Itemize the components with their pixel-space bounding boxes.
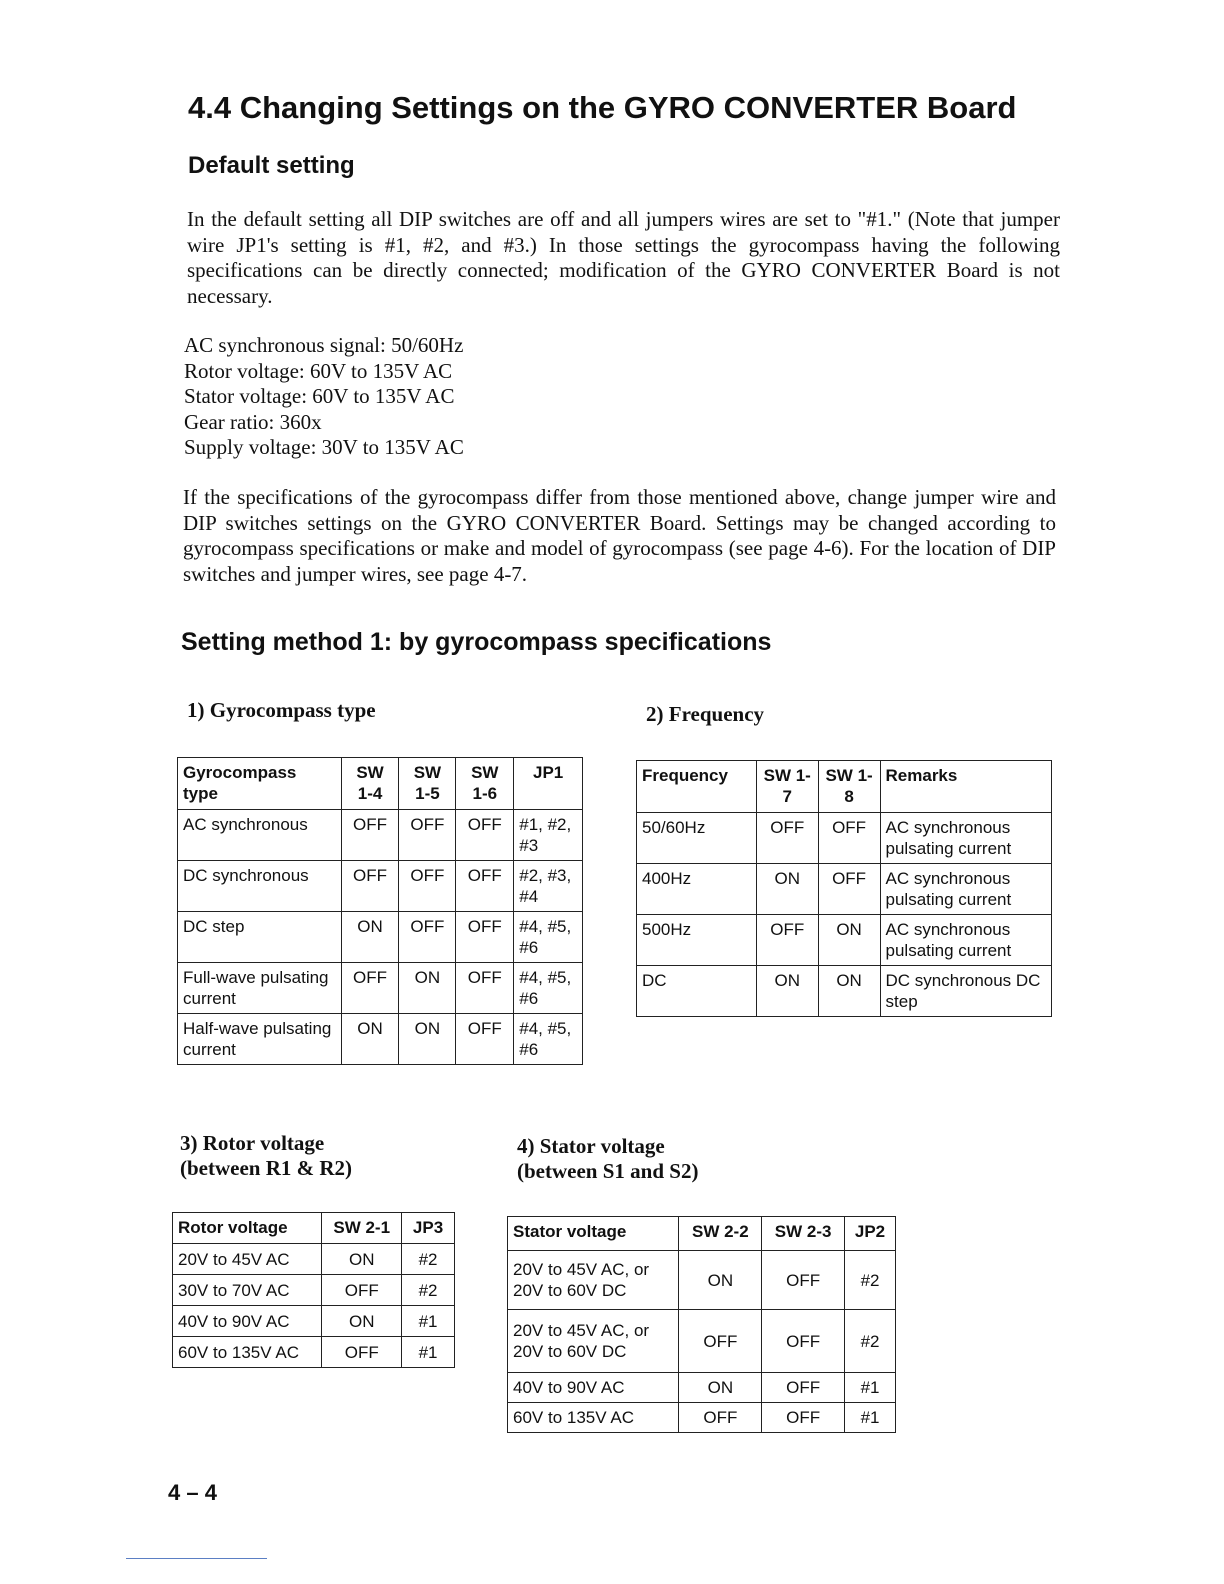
cell-sw: OFF xyxy=(762,1373,845,1403)
section-title: 4.4 Changing Settings on the GYRO CONVERTER Board xyxy=(188,90,1017,125)
default-spec-list xyxy=(184,333,464,461)
rotor-voltage-table xyxy=(172,1212,455,1368)
cell-sw: OFF xyxy=(341,861,399,912)
cell-sw: ON xyxy=(322,1244,402,1275)
cell-sw: ON xyxy=(679,1251,762,1310)
cell-sw: ON xyxy=(341,1014,399,1065)
header-sw-1-4: SW 1-4 xyxy=(341,758,399,810)
cell-sw: OFF xyxy=(399,912,456,963)
method1-heading: Setting method 1: by gyrocompass specifications xyxy=(181,628,772,656)
cell-sw: ON xyxy=(756,966,818,1017)
table-row xyxy=(173,1306,455,1337)
table-row xyxy=(508,1403,896,1433)
cell-voltage: 40V to 90V AC xyxy=(508,1373,679,1403)
cell-frequency: 500Hz xyxy=(637,915,757,966)
header-rotor-voltage: Rotor voltage xyxy=(173,1213,322,1244)
cell-jumper: #1 xyxy=(845,1403,896,1433)
stator-caption-line2: (between S1 and S2) xyxy=(517,1159,699,1183)
page-number: 4 – 4 xyxy=(168,1480,217,1505)
cell-jumper: #2 xyxy=(402,1244,455,1275)
cell-jumper: #1 xyxy=(845,1373,896,1403)
table-row xyxy=(178,912,583,963)
stator-caption xyxy=(517,1134,698,1184)
rotor-caption-line2: (between R1 & R2) xyxy=(180,1156,353,1180)
header-sw-1-8: SW 1-8 xyxy=(818,761,880,813)
cell-jumper: #4, #5, #6 xyxy=(514,912,583,963)
cell-sw: OFF xyxy=(456,912,514,963)
table-header-row xyxy=(637,761,1052,813)
table-row xyxy=(637,864,1052,915)
spec-ac-signal: AC synchronous signal: 50/60Hz xyxy=(184,333,464,357)
cell-jumper: #2, #3, #4 xyxy=(514,861,583,912)
cell-sw: OFF xyxy=(456,861,514,912)
cell-sw: OFF xyxy=(322,1275,402,1306)
cell-sw: OFF xyxy=(818,813,880,864)
frequency-caption: 2) Frequency xyxy=(646,702,765,726)
spec-supply-voltage: Supply voltage: 30V to 135V AC xyxy=(184,435,464,459)
table-header-row xyxy=(508,1217,896,1251)
default-setting-intro: In the default setting all DIP switches are off and all jumpers wires are set to "#1." (Note that jumper wire JP1's setting is #1, #2, and #3.) In those settings the gyrocompass having the following specifications can be directly connected; modification of the GYRO CONVERTER Board is not necessary. xyxy=(187,207,1060,308)
default-setting-note: If the specifications of the gyrocompass differ from those mentioned above, change jumper wire and DIP switches settings on the GYRO CONVERTER Board. Settings may be changed according to gyrocompass specifications or make and model of gyrocompass (see page 4-6). For the location of DIP switches and jumper wires, see page 4-7. xyxy=(183,485,1056,586)
default-setting-heading: Default setting xyxy=(188,152,355,179)
cell-sw: OFF xyxy=(679,1310,762,1373)
cell-voltage: 60V to 135V AC xyxy=(173,1337,322,1368)
cell-sw: OFF xyxy=(341,963,399,1014)
rotor-caption-line1: 3) Rotor voltage xyxy=(180,1131,325,1155)
table-row xyxy=(508,1373,896,1403)
table-row xyxy=(508,1310,896,1373)
cell-jumper: #1 xyxy=(402,1306,455,1337)
cell-voltage: 20V to 45V AC, or 20V to 60V DC xyxy=(508,1251,679,1310)
table-row xyxy=(173,1244,455,1275)
cell-sw: OFF xyxy=(322,1337,402,1368)
stator-caption-line1: 4) Stator voltage xyxy=(517,1134,665,1158)
table-row xyxy=(508,1251,896,1310)
cell-type: AC synchronous xyxy=(178,810,342,861)
cell-sw: ON xyxy=(322,1306,402,1337)
cell-voltage: 20V to 45V AC xyxy=(173,1244,322,1275)
header-jp1: JP1 xyxy=(514,758,583,810)
cell-sw: OFF xyxy=(679,1403,762,1433)
table-header-row xyxy=(178,758,583,810)
cell-jumper: #2 xyxy=(845,1310,896,1373)
header-sw-1-6: SW 1-6 xyxy=(456,758,514,810)
header-jp2: JP2 xyxy=(845,1217,896,1251)
cell-sw: OFF xyxy=(818,864,880,915)
header-stator-voltage: Stator voltage xyxy=(508,1217,679,1251)
cell-jumper: #4, #5, #6 xyxy=(514,1014,583,1065)
cell-type: DC synchronous xyxy=(178,861,342,912)
cell-frequency: 400Hz xyxy=(637,864,757,915)
header-sw-1-7: SW 1-7 xyxy=(756,761,818,813)
cell-type: Full-wave pulsating current xyxy=(178,963,342,1014)
table-header-row xyxy=(173,1213,455,1244)
cell-sw: ON xyxy=(679,1373,762,1403)
cell-sw: ON xyxy=(756,864,818,915)
table-row xyxy=(173,1275,455,1306)
stator-voltage-table xyxy=(507,1216,896,1433)
gyro-type-caption: 1) Gyrocompass type xyxy=(187,698,376,722)
cell-voltage: 30V to 70V AC xyxy=(173,1275,322,1306)
table-row xyxy=(178,810,583,861)
header-sw-1-5: SW 1-5 xyxy=(399,758,456,810)
cell-voltage: 20V to 45V AC, or 20V to 60V DC xyxy=(508,1310,679,1373)
header-jp3: JP3 xyxy=(402,1213,455,1244)
cell-sw: OFF xyxy=(456,1014,514,1065)
cell-sw: OFF xyxy=(456,963,514,1014)
cell-remarks: DC synchronous DC step xyxy=(880,966,1051,1017)
cell-sw: ON xyxy=(399,1014,456,1065)
cell-jumper: #4, #5, #6 xyxy=(514,963,583,1014)
cell-type: Half-wave pulsating current xyxy=(178,1014,342,1065)
header-remarks: Remarks xyxy=(880,761,1051,813)
spec-stator-voltage: Stator voltage: 60V to 135V AC xyxy=(184,384,455,408)
gyro-type-table xyxy=(177,757,583,1065)
footnote-divider xyxy=(126,1558,267,1559)
cell-jumper: #2 xyxy=(845,1251,896,1310)
cell-sw: OFF xyxy=(456,810,514,861)
header-gyro-type: Gyrocompass type xyxy=(178,758,342,810)
cell-voltage: 40V to 90V AC xyxy=(173,1306,322,1337)
cell-voltage: 60V to 135V AC xyxy=(508,1403,679,1433)
table-row xyxy=(178,1014,583,1065)
cell-sw: ON xyxy=(818,915,880,966)
cell-sw: ON xyxy=(399,963,456,1014)
cell-jumper: #1, #2, #3 xyxy=(514,810,583,861)
frequency-table xyxy=(636,760,1052,1017)
header-sw-2-3: SW 2-3 xyxy=(762,1217,845,1251)
header-sw-2-1: SW 2-1 xyxy=(322,1213,402,1244)
spec-gear-ratio: Gear ratio: 360x xyxy=(184,409,322,434)
table-row xyxy=(637,915,1052,966)
table-row xyxy=(637,813,1052,864)
header-frequency: Frequency xyxy=(637,761,757,813)
cell-sw: OFF xyxy=(762,1310,845,1373)
cell-remarks: AC synchronous pulsating current xyxy=(880,813,1051,864)
spec-rotor-voltage: Rotor voltage: 60V to 135V AC xyxy=(184,358,453,383)
cell-sw: OFF xyxy=(756,915,818,966)
table-row xyxy=(173,1337,455,1368)
cell-sw: OFF xyxy=(762,1251,845,1310)
cell-jumper: #2 xyxy=(402,1275,455,1306)
cell-frequency: DC xyxy=(637,966,757,1017)
cell-sw: OFF xyxy=(762,1403,845,1433)
table-row xyxy=(637,966,1052,1017)
header-sw-2-2: SW 2-2 xyxy=(679,1217,762,1251)
cell-sw: OFF xyxy=(341,810,399,861)
cell-sw: OFF xyxy=(399,861,456,912)
cell-sw: OFF xyxy=(756,813,818,864)
cell-jumper: #1 xyxy=(402,1337,455,1368)
table-row xyxy=(178,861,583,912)
cell-sw: ON xyxy=(341,912,399,963)
cell-sw: OFF xyxy=(399,810,456,861)
cell-remarks: AC synchronous pulsating current xyxy=(880,915,1051,966)
cell-frequency: 50/60Hz xyxy=(637,813,757,864)
cell-sw: ON xyxy=(818,966,880,1017)
cell-type: DC step xyxy=(178,912,342,963)
cell-remarks: AC synchronous pulsating current xyxy=(880,864,1051,915)
rotor-caption xyxy=(180,1131,352,1181)
table-row xyxy=(178,963,583,1014)
